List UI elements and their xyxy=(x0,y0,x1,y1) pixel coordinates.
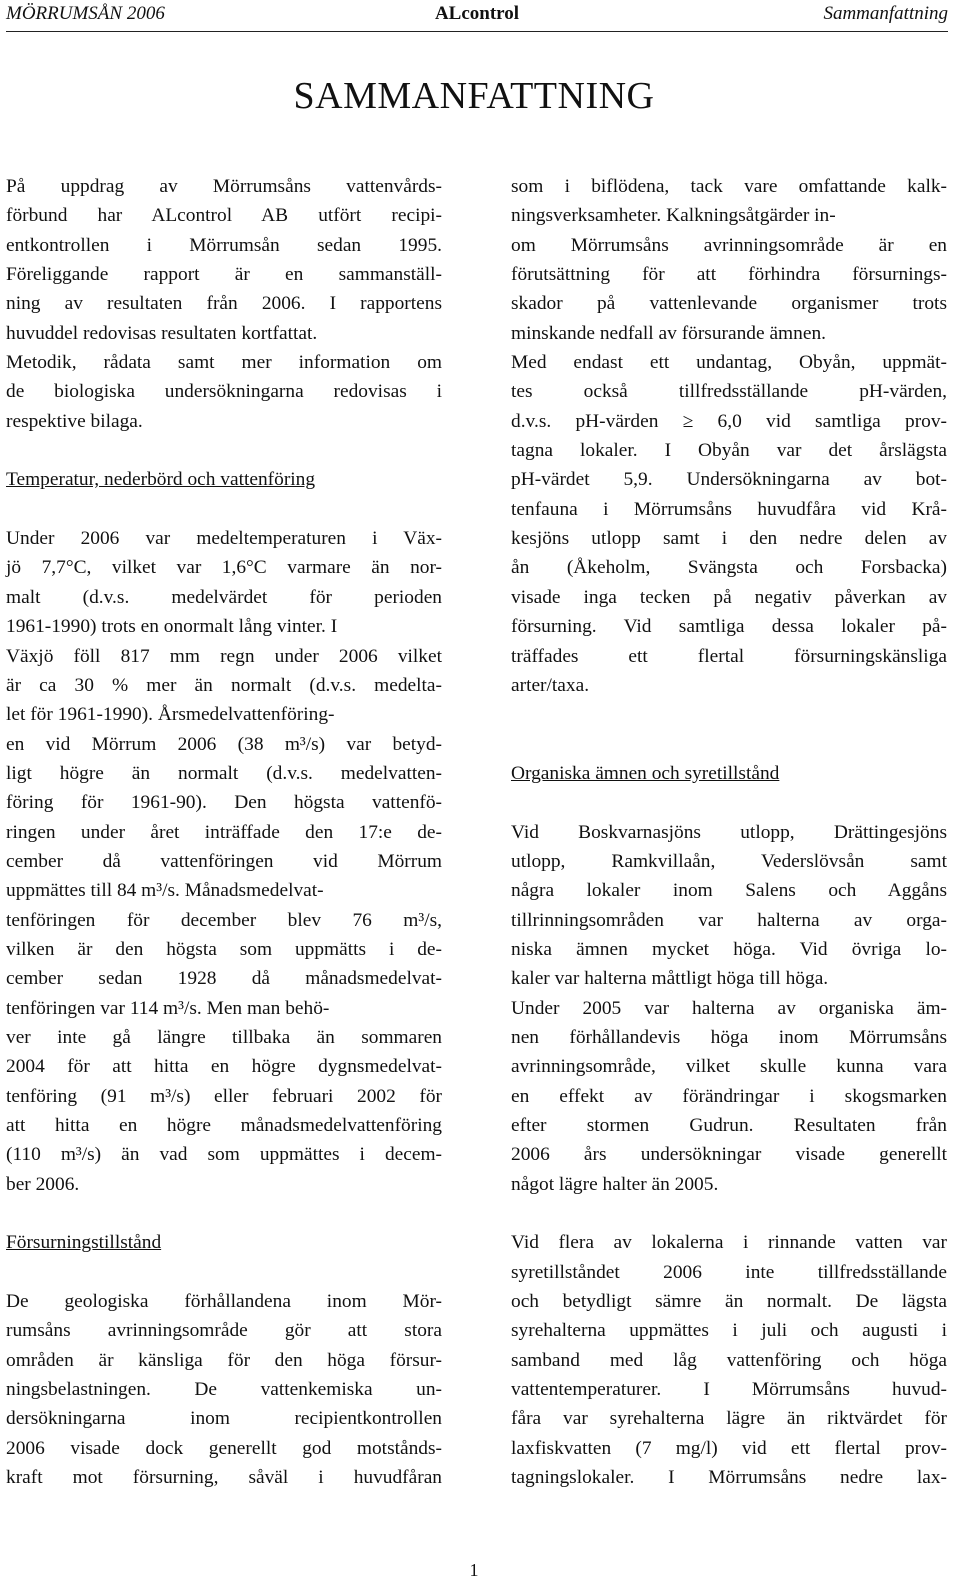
text-line: rumsåns avrinningsområde gör att stora xyxy=(6,1320,442,1342)
paragraph-gap xyxy=(6,1258,442,1287)
text-line: pH-värdet 5,9. Undersökningarna av bot- xyxy=(511,469,947,491)
section-heading: Försurningstillstånd xyxy=(6,1232,162,1254)
text-line: förutsättning för att förhindra försurnings- xyxy=(511,264,947,286)
text-line: utlopp, Ramkvillaån, Vederslövsån samt xyxy=(511,850,947,872)
text-line: skador på vattenlevande organismer trots xyxy=(511,293,947,315)
text-line: 2006 visade dock generellt god motstånds- xyxy=(6,1437,442,1459)
text-line: Vid Boskvarnasjöns utlopp, Drättingesjöns xyxy=(511,821,947,843)
text-line: tenföringen var 114 m³/s. Men man behö- xyxy=(6,997,330,1019)
text-line: områden är känsliga för den höga försur- xyxy=(6,1349,442,1371)
section-heading: Temperatur, nederbörd och vattenföring xyxy=(6,469,316,491)
text-line: entkontrollen i Mörrumsån sedan 1995. xyxy=(6,234,442,256)
text-line: 2004 för att hitta en högre dygnsmedelvat- xyxy=(6,1056,442,1078)
paragraph-gap xyxy=(6,436,442,465)
text-line: några lokaler inom Salens och Aggåns xyxy=(511,880,947,902)
paragraph-gap xyxy=(511,1199,947,1228)
text-line: en effekt av förändringar i skogsmarken xyxy=(511,1085,947,1107)
text-line: tenföring (91 m³/s) eller februari 2002 för xyxy=(6,1085,442,1107)
text-line: minskande nedfall av försurande ämnen. xyxy=(511,322,826,344)
text-line: ningsverksamheter. Kalkningsåtgärder in- xyxy=(511,205,836,227)
right-column xyxy=(511,172,947,1492)
header-section: Sammanfattning xyxy=(823,3,948,24)
text-line: huvuddel redovisas resultaten kortfattat. xyxy=(6,322,318,344)
text-line: en vid Mörrum 2006 (38 m³/s) var betyd- xyxy=(6,733,442,755)
text-line: kaler var halterna måttligt höga till höga. xyxy=(511,968,829,990)
text-line: tagna lokaler. I Obyån var det årslägsta xyxy=(511,440,947,462)
text-line: 2006 års undersökningar visade generellt xyxy=(511,1144,947,1166)
text-line: träffades ett flertal försurningskänsliga xyxy=(511,645,947,667)
text-line: något lägre halter än 2005. xyxy=(511,1173,719,1195)
text-line: Växjö föll 817 mm regn under 2006 vilket xyxy=(6,645,442,667)
text-line: syretillståndet 2006 inte tillfredsställande xyxy=(511,1261,947,1283)
text-line: d.v.s. pH-värden ≥ 6,0 vid samtliga prov- xyxy=(511,410,947,432)
text-line: niska ämnen mycket höga. Vid övriga lo- xyxy=(511,938,947,960)
text-line: laxfiskvatten (7 mg/l) vid ett flertal prov- xyxy=(511,1437,947,1459)
paragraph-gap xyxy=(511,788,947,817)
text-line: syrehalterna uppmättes i juli och augusti i xyxy=(511,1320,947,1342)
text-line: respektive bilaga. xyxy=(6,410,143,432)
text-line: De geologiska förhållandena inom Mör- xyxy=(6,1291,442,1313)
text-line: tenföringen för december blev 76 m³/s, xyxy=(6,909,442,931)
text-line: ligt högre än normalt (d.v.s. medelvatten- xyxy=(6,762,442,784)
text-line: På uppdrag av Mörrumsåns vattenvårds- xyxy=(6,176,442,197)
section-heading: Organiska ämnen och syretillstånd xyxy=(511,762,780,784)
text-line: tagningslokaler. I Mörrumsåns nedre lax- xyxy=(511,1467,947,1489)
page-number: 1 xyxy=(469,1560,479,1580)
text-line: let för 1961-1990). Årsmedelvattenföring- xyxy=(6,704,335,726)
page-header xyxy=(6,3,948,27)
text-line: Under 2006 var medeltemperaturen i Väx- xyxy=(6,528,442,550)
header-report-name: MÖRRUMSÅN 2006 xyxy=(6,3,165,24)
text-line: uppmättes till 84 m³/s. Månadsmedelvat- xyxy=(6,880,324,902)
text-line: samband med låg vattenföring och höga xyxy=(511,1349,947,1371)
text-line: ver inte gå längre tillbaka än sommaren xyxy=(6,1026,442,1048)
text-line: förbund har ALcontrol AB utfört recipi- xyxy=(6,205,442,227)
text-line: Metodik, rådata samt mer information om xyxy=(6,352,442,374)
page-title: SAMMANFATTNING xyxy=(293,75,655,117)
text-line: arter/taxa. xyxy=(511,674,590,696)
header-company: ALcontrol xyxy=(434,3,520,24)
text-line: (110 m³/s) än vad som uppmättes i decem- xyxy=(6,1144,442,1166)
text-line: Med endast ett undantag, Obyån, uppmät- xyxy=(511,352,947,374)
text-line: cember sedan 1928 då månadsmedelvat- xyxy=(6,968,442,990)
text-line: tes också tillfredsställande pH-värden, xyxy=(511,381,947,403)
text-line: visade inga tecken på negativ påverkan av xyxy=(511,586,947,608)
text-line: vilken är den högsta som uppmätts i de- xyxy=(6,938,442,960)
text-line: är ca 30 % mer än normalt (d.v.s. medelta- xyxy=(6,674,442,696)
text-line: vattentemperaturer. I Mörrumsåns huvud- xyxy=(511,1379,947,1401)
text-line: ån (Åkeholm, Svängsta och Forsbacka) xyxy=(511,557,947,579)
text-line: att hitta en högre månadsmedelvattenföring xyxy=(6,1115,442,1136)
text-line: Vid flera av lokalerna i rinnande vatten var xyxy=(511,1232,947,1254)
paragraph-gap xyxy=(6,1199,442,1228)
text-line: nen förhållandevis höga inom Mörrumsåns xyxy=(511,1026,947,1048)
text-line: Föreliggande rapport är en sammanställ- xyxy=(6,264,442,286)
text-line: föring för 1961-90). Den högsta vattenfö- xyxy=(6,792,442,814)
text-line: malt (d.v.s. medelvärdet för perioden xyxy=(6,586,442,608)
text-line: om Mörrumsåns avrinningsområde är en xyxy=(511,234,947,256)
text-line: kraft mot försurning, såväl i huvudfåran xyxy=(6,1467,442,1489)
paragraph-gap xyxy=(511,730,947,759)
text-line: cember då vattenföringen vid Mörrum xyxy=(6,850,442,872)
text-line: ning av resultaten från 2006. I rapportens xyxy=(6,293,442,315)
text-line: avrinningsområde, vilket skulle kunna vara xyxy=(511,1056,947,1078)
text-line: tenfauna i Mörrumsåns huvudfåra vid Krå- xyxy=(511,498,947,520)
text-line: Under 2005 var halterna av organiska äm- xyxy=(511,997,947,1019)
text-line: som i biflödena, tack vare omfattande kalk- xyxy=(511,176,947,197)
text-line: fåra var syrehalterna lägre än riktvärdet för xyxy=(511,1408,947,1430)
left-column xyxy=(6,172,442,1492)
paragraph-gap xyxy=(511,700,947,729)
header-rule xyxy=(6,31,948,32)
text-line: ringen under året inträffade den 17:e de- xyxy=(6,821,442,843)
text-line: tillrinningsområden var halterna av orga- xyxy=(511,909,947,931)
text-line: efter stormen Gudrun. Resultaten från xyxy=(511,1115,947,1136)
text-line: jö 7,7°C, vilket var 1,6°C varmare än nor- xyxy=(6,557,442,579)
text-line: dersökningarna inom recipientkontrollen xyxy=(6,1408,442,1430)
text-line: ber 2006. xyxy=(6,1173,80,1195)
text-line: ningsbelastningen. De vattenkemiska un- xyxy=(6,1379,442,1401)
text-line: 1961-1990) trots en onormalt lång vinter. I xyxy=(6,616,338,638)
text-line: de biologiska undersökningarna redovisas i xyxy=(6,381,442,403)
text-line: försurning. Vid samtliga dessa lokaler på- xyxy=(511,616,947,638)
paragraph-gap xyxy=(6,495,442,524)
text-line: och betydligt sämre än normalt. De lägsta xyxy=(511,1291,947,1313)
text-line: kesjöns utlopp samt i den nedre delen av xyxy=(511,528,947,550)
